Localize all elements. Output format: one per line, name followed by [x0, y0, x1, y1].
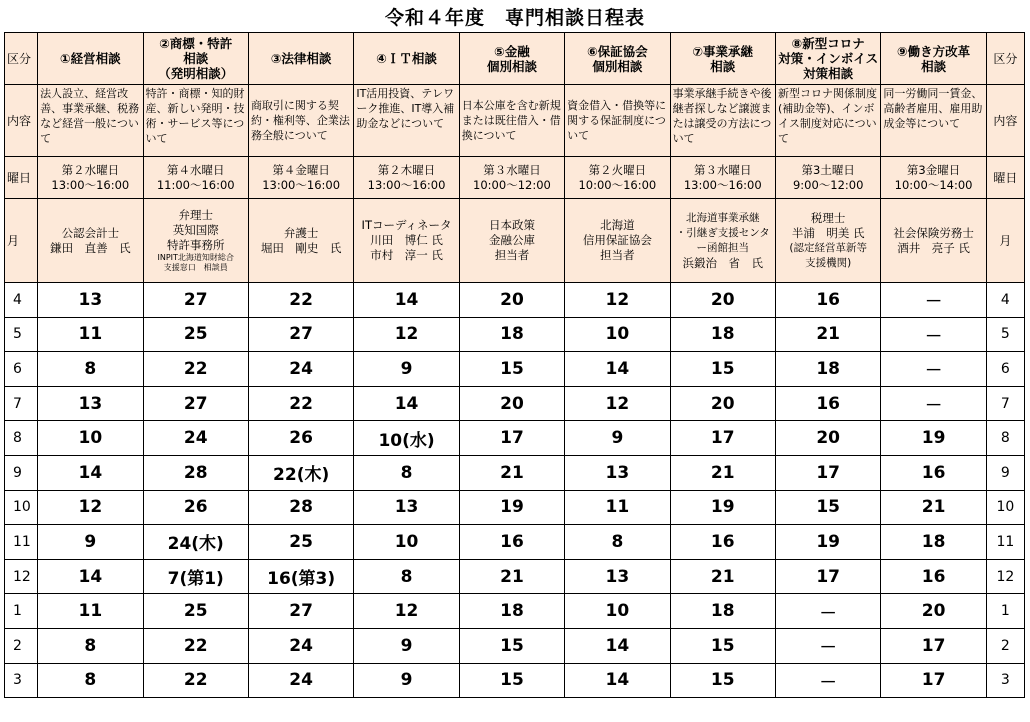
content-cell: 特許・商標・知的財産、新しい発明・技術・サービス等について: [143, 85, 248, 157]
schedule-cell: 第４水曜日 11:00～16:00: [143, 157, 248, 199]
schedule-date-cell: 24: [248, 663, 353, 698]
schedule-date-cell: 9: [354, 352, 459, 387]
month-number: 3: [5, 663, 38, 698]
month-number-right: 8: [986, 421, 1024, 456]
schedule-cell: 第3金曜日 10:00～14:00: [881, 157, 986, 199]
schedule-date-cell: 15: [670, 352, 775, 387]
schedule-date-cell: 9: [565, 421, 670, 456]
category-cell: ⑥保証協会 個別相談: [565, 33, 670, 85]
weekday-row: [5, 157, 1025, 199]
schedule-date-cell: 24: [248, 352, 353, 387]
schedule-cell: 第３水曜日 10:00～12:00: [459, 157, 564, 199]
schedule-date-cell: 19: [881, 421, 986, 456]
month-number: 5: [5, 317, 38, 352]
schedule-date-cell: 15: [775, 490, 880, 525]
schedule-date-cell: 8: [565, 525, 670, 560]
content-cell: 事業承継手続きや後継者探しなど譲渡または譲受の方法について: [670, 85, 775, 157]
month-row: [5, 490, 1025, 525]
schedule-date-cell: 25: [248, 525, 353, 560]
month-number-right: 1: [986, 594, 1024, 629]
category-row: [5, 33, 1025, 85]
month-number: 2: [5, 628, 38, 663]
content-cell: 同一労働同一賃金、高齢者雇用、雇用助成金等について: [881, 85, 986, 157]
schedule-date-cell: 8: [38, 628, 143, 663]
schedule-date-cell: －: [881, 283, 986, 318]
month-number: 1: [5, 594, 38, 629]
schedule-date-cell: 21: [459, 559, 564, 594]
schedule-date-cell: 21: [459, 455, 564, 490]
schedule-date-cell: 15: [459, 663, 564, 698]
schedule-date-cell: 24(木): [143, 525, 248, 560]
schedule-date-cell: 27: [143, 283, 248, 318]
staff-cell: 弁護士 堀田 剛史 氏: [248, 199, 353, 283]
schedule-date-cell: 14: [354, 283, 459, 318]
category-label-right: 区分: [986, 33, 1024, 85]
schedule-date-cell: 9: [38, 525, 143, 560]
content-row: [5, 85, 1025, 157]
schedule-date-cell: 26: [248, 421, 353, 456]
schedule-date-cell: 22: [248, 386, 353, 421]
category-cell: ⑧新型コロナ 対策・インボイス 対策相談: [775, 33, 880, 85]
schedule-date-cell: 21: [881, 490, 986, 525]
month-number-right: 4: [986, 283, 1024, 318]
schedule-cell: 第２火曜日 10:00～16:00: [565, 157, 670, 199]
schedule-date-cell: 13: [38, 386, 143, 421]
schedule-date-cell: 17: [775, 455, 880, 490]
weekday-label: 曜日: [5, 157, 38, 199]
category-label: 区分: [5, 33, 38, 85]
month-row: [5, 421, 1025, 456]
schedule-date-cell: 18: [670, 317, 775, 352]
staff-cell: 北海道 信用保証協会 担当者: [565, 199, 670, 283]
schedule-table: [4, 32, 1025, 698]
month-row: [5, 317, 1025, 352]
staff-cell: 公認会計士 鎌田 直善 氏: [38, 199, 143, 283]
month-row: [5, 455, 1025, 490]
content-cell: 日本公庫を含む新規または既往借入・借換について: [459, 85, 564, 157]
schedule-date-cell: 16: [775, 386, 880, 421]
month-row: [5, 559, 1025, 594]
weekday-label-right: 曜日: [986, 157, 1024, 199]
schedule-date-cell: 13: [565, 559, 670, 594]
schedule-date-cell: 11: [38, 317, 143, 352]
staff-cell: 社会保険労務士 酒井 亮子 氏: [881, 199, 986, 283]
staff-cell: 税理士 半浦 明美 氏 (認定経営革新等 支援機関): [775, 199, 880, 283]
schedule-date-cell: 20: [670, 283, 775, 318]
schedule-date-cell: 21: [670, 559, 775, 594]
schedule-date-cell: 8: [354, 559, 459, 594]
schedule-date-cell: 18: [459, 317, 564, 352]
schedule-date-cell: 18: [670, 594, 775, 629]
schedule-date-cell: 22(木): [248, 455, 353, 490]
schedule-date-cell: 16: [775, 283, 880, 318]
schedule-date-cell: 14: [565, 352, 670, 387]
schedule-date-cell: 24: [248, 628, 353, 663]
month-label: 月: [5, 199, 38, 283]
schedule-date-cell: 16: [459, 525, 564, 560]
schedule-date-cell: 18: [881, 525, 986, 560]
month-number-right: 2: [986, 628, 1024, 663]
month-number: 7: [5, 386, 38, 421]
schedule-date-cell: 19: [775, 525, 880, 560]
schedule-date-cell: －: [775, 628, 880, 663]
schedule-cell: 第３水曜日 13:00～16:00: [670, 157, 775, 199]
content-label: 内容: [5, 85, 38, 157]
schedule-date-cell: 13: [565, 455, 670, 490]
month-number-right: 6: [986, 352, 1024, 387]
category-cell: ⑨働き方改革 相談: [881, 33, 986, 85]
schedule-date-cell: 19: [459, 490, 564, 525]
month-rows: [5, 283, 1025, 698]
month-number-right: 7: [986, 386, 1024, 421]
content-cell: 法人設立、経営改善、事業承継、税務など経営一般について: [38, 85, 143, 157]
month-row: [5, 594, 1025, 629]
schedule-date-cell: 16: [881, 455, 986, 490]
month-row: [5, 352, 1025, 387]
schedule-date-cell: 14: [38, 559, 143, 594]
staff-cell: ITコーディネータ 川田 博仁 氏 市村 淳一 氏: [354, 199, 459, 283]
schedule-date-cell: 17: [775, 559, 880, 594]
month-number: 8: [5, 421, 38, 456]
schedule-date-cell: 11: [38, 594, 143, 629]
month-number-right: 5: [986, 317, 1024, 352]
schedule-date-cell: 9: [354, 628, 459, 663]
schedule-date-cell: 27: [143, 386, 248, 421]
month-number: 4: [5, 283, 38, 318]
schedule-date-cell: 26: [143, 490, 248, 525]
month-number: 9: [5, 455, 38, 490]
content-cell: 商取引に関する契約・権利等、企業法務全般について: [248, 85, 353, 157]
category-cell: ②商標・特許 相談 （発明相談）: [143, 33, 248, 85]
schedule-date-cell: 15: [459, 352, 564, 387]
schedule-date-cell: 28: [143, 455, 248, 490]
schedule-date-cell: 12: [565, 386, 670, 421]
category-cell: ①経営相談: [38, 33, 143, 85]
schedule-date-cell: 14: [38, 455, 143, 490]
schedule-date-cell: 10: [565, 317, 670, 352]
content-label-right: 内容: [986, 85, 1024, 157]
schedule-date-cell: 28: [248, 490, 353, 525]
schedule-date-cell: 20: [459, 283, 564, 318]
schedule-date-cell: 14: [565, 663, 670, 698]
schedule-date-cell: 22: [143, 352, 248, 387]
schedule-date-cell: 15: [670, 628, 775, 663]
month-row: [5, 628, 1025, 663]
schedule-date-cell: 8: [354, 455, 459, 490]
month-number-right: 9: [986, 455, 1024, 490]
schedule-date-cell: 22: [143, 628, 248, 663]
page-title: 令和４年度 専門相談日程表: [384, 7, 645, 29]
schedule-date-cell: 20: [670, 386, 775, 421]
schedule-date-cell: 14: [565, 628, 670, 663]
category-cell: ⑦事業承継 相談: [670, 33, 775, 85]
category-cell: ③法律相談: [248, 33, 353, 85]
content-cell: 新型コロナ関係制度(補助金等)、インボイス制度対応について: [775, 85, 880, 157]
month-number: 10: [5, 490, 38, 525]
schedule-date-cell: 25: [143, 317, 248, 352]
schedule-date-cell: 12: [565, 283, 670, 318]
staff-row: [5, 199, 1025, 283]
month-number-right: 12: [986, 559, 1024, 594]
schedule-date-cell: 21: [670, 455, 775, 490]
schedule-date-cell: 22: [143, 663, 248, 698]
schedule-date-cell: －: [881, 317, 986, 352]
schedule-date-cell: －: [775, 594, 880, 629]
schedule-date-cell: 15: [459, 628, 564, 663]
month-number: 11: [5, 525, 38, 560]
schedule-date-cell: 10(水): [354, 421, 459, 456]
category-cell: ④ＩＴ相談: [354, 33, 459, 85]
schedule-date-cell: 16: [670, 525, 775, 560]
schedule-date-cell: 12: [38, 490, 143, 525]
schedule-date-cell: －: [881, 386, 986, 421]
schedule-date-cell: 27: [248, 317, 353, 352]
schedule-date-cell: 14: [354, 386, 459, 421]
schedule-date-cell: 18: [459, 594, 564, 629]
category-cell: ⑤金融 個別相談: [459, 33, 564, 85]
schedule-date-cell: 12: [354, 594, 459, 629]
schedule-date-cell: 20: [775, 421, 880, 456]
content-cell: 資金借入・借換等に関する保証制度について: [565, 85, 670, 157]
schedule-date-cell: 15: [670, 663, 775, 698]
schedule-date-cell: 12: [354, 317, 459, 352]
schedule-date-cell: 9: [354, 663, 459, 698]
staff-cell: 日本政策 金融公庫 担当者: [459, 199, 564, 283]
schedule-date-cell: 19: [670, 490, 775, 525]
schedule-date-cell: 16: [881, 559, 986, 594]
schedule-date-cell: 24: [143, 421, 248, 456]
schedule-date-cell: 27: [248, 594, 353, 629]
schedule-date-cell: 20: [881, 594, 986, 629]
month-number: 6: [5, 352, 38, 387]
schedule-date-cell: 11: [565, 490, 670, 525]
schedule-date-cell: 13: [354, 490, 459, 525]
month-label-right: 月: [986, 199, 1024, 283]
schedule-date-cell: 10: [354, 525, 459, 560]
month-row: [5, 283, 1025, 318]
month-number: 12: [5, 559, 38, 594]
schedule-date-cell: 10: [565, 594, 670, 629]
schedule-date-cell: 21: [775, 317, 880, 352]
month-row: [5, 386, 1025, 421]
schedule-date-cell: 17: [670, 421, 775, 456]
month-row: [5, 663, 1025, 698]
schedule-cell: 第２木曜日 13:00～16:00: [354, 157, 459, 199]
staff-cell: 北海道事業承継 ・引継ぎ支援センター函館担当 浜鍛治 省 氏: [670, 199, 775, 283]
month-number-right: 10: [986, 490, 1024, 525]
content-cell: IT活用投資、テレワーク推進、IT導入補助金などについて: [354, 85, 459, 157]
schedule-date-cell: 17: [459, 421, 564, 456]
schedule-date-cell: 8: [38, 352, 143, 387]
schedule-cell: 第3土曜日 9:00～12:00: [775, 157, 880, 199]
schedule-date-cell: 17: [881, 628, 986, 663]
month-number-right: 11: [986, 525, 1024, 560]
schedule-date-cell: 13: [38, 283, 143, 318]
schedule-date-cell: 22: [248, 283, 353, 318]
staff-cell: 弁理士 英知国際 特許事務所 INPIT北海道知財総合 支援窓口 相談員: [143, 199, 248, 283]
month-number-right: 3: [986, 663, 1024, 698]
schedule-date-cell: 20: [459, 386, 564, 421]
schedule-date-cell: －: [881, 352, 986, 387]
schedule-date-cell: 25: [143, 594, 248, 629]
schedule-date-cell: 17: [881, 663, 986, 698]
schedule-date-cell: －: [775, 663, 880, 698]
schedule-cell: 第２水曜日 13:00～16:00: [38, 157, 143, 199]
schedule-date-cell: 18: [775, 352, 880, 387]
schedule-date-cell: 7(第1): [143, 559, 248, 594]
schedule-date-cell: 16(第3): [248, 559, 353, 594]
schedule-date-cell: 10: [38, 421, 143, 456]
schedule-date-cell: 8: [38, 663, 143, 698]
schedule-cell: 第４金曜日 13:00～16:00: [248, 157, 353, 199]
month-row: [5, 525, 1025, 560]
